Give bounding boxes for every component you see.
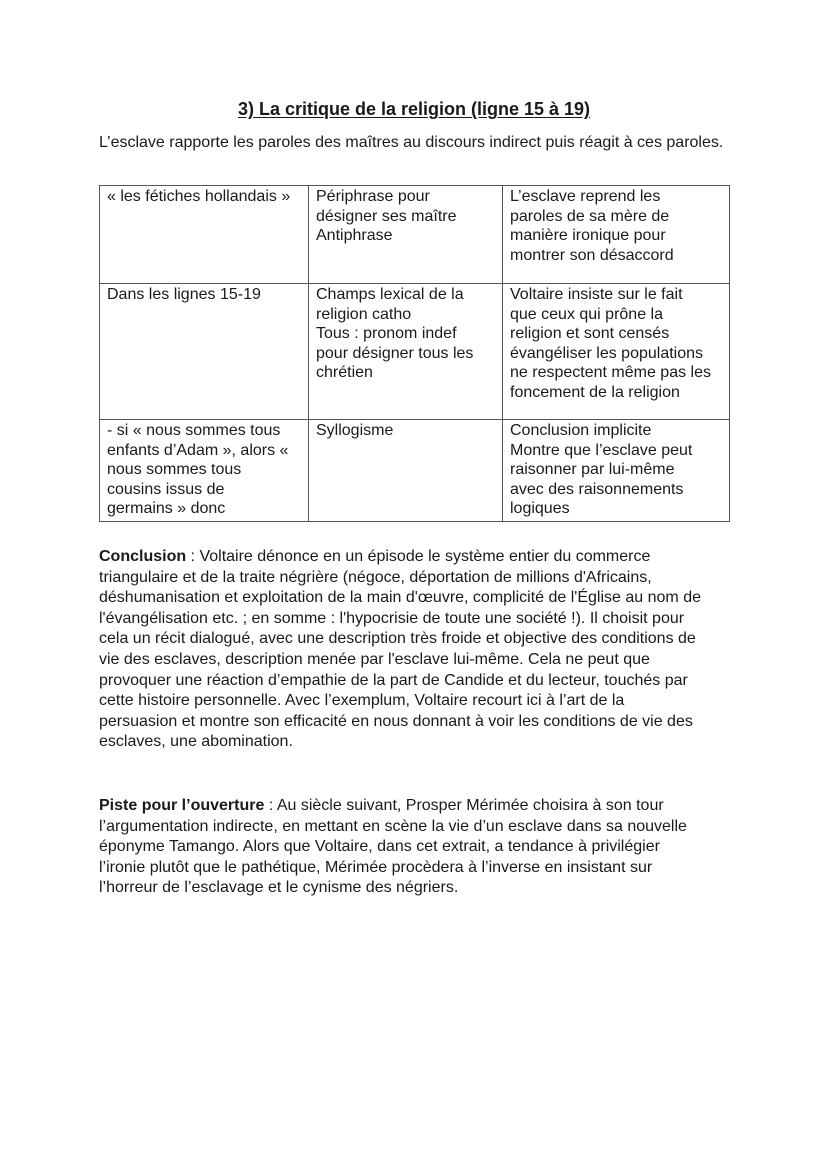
paragraph-line: cela un récit dialogué, avec une description très froide et objective des conditions de [99, 630, 696, 648]
paragraph-line: l'évangélisation etc. ; en somme : l'hypocrisie de toute une société !). Il choisit pour [99, 609, 685, 627]
cell-line: désigner ses maître [316, 207, 457, 225]
intro-paragraph: L’esclave rapporte les paroles des maîtres au discours indirect puis réagit à ces paroles. [99, 134, 724, 151]
page-title: 3) La critique de la religion (ligne 15 à 19) [237, 99, 591, 119]
line-text: : Voltaire dénonce en un épisode le système entier du commerce [186, 548, 651, 565]
cell-line: logiques [510, 500, 570, 517]
cell-line: cousins issus de [107, 480, 225, 498]
table-row [100, 284, 730, 420]
paragraph-line [99, 796, 735, 817]
cell-line: religion et sont censés [510, 325, 670, 342]
interpretation-cell [503, 284, 730, 420]
cell-line: avec des raisonnements [510, 480, 684, 498]
cell-line: Syllogisme [316, 422, 394, 439]
paragraph-line: triangulaire et de la traite négrière (négoce, déportation de millions d'Africains, [99, 568, 652, 586]
conclusion-paragraph [99, 547, 735, 753]
cell-line: L’esclave reprend les [510, 188, 661, 205]
cell-line: religion catho [316, 305, 412, 323]
cell-line: montrer son désaccord [510, 246, 674, 264]
cell-line: raisonner par lui-même [510, 461, 675, 478]
paragraph-line: vie des esclaves, description menée par l'esclave lui-même. Cela ne peut que [99, 650, 650, 668]
quote-cell [100, 284, 309, 420]
cell-line: foncement de la religion [510, 383, 680, 401]
cell-line: évangéliser les populations [510, 344, 704, 362]
conclusion-label: Conclusion [99, 548, 187, 565]
cell-line: chrétien [316, 364, 373, 381]
paragraph-line: éponyme Tamango. Alors que Voltaire, dans cet extrait, a tendance à privilégier [99, 838, 660, 856]
interpretation-cell [503, 420, 730, 522]
cell-line: Champs lexical de la [316, 286, 464, 303]
paragraph-line: esclaves, une abomination. [99, 733, 293, 751]
cell-line: Conclusion implicite [510, 422, 652, 439]
paragraph-line: l’ironie plutôt que le pathétique, Mérimée procèdera à l’inverse en insistant sur [99, 858, 653, 876]
cell-line: - si « nous sommes tous [107, 422, 281, 439]
quote-cell [100, 420, 309, 522]
cell-line: « les fétiches hollandais » [107, 188, 291, 205]
line-text: : Au siècle suivant, Prosper Mérimée choisira à son tour [264, 797, 664, 814]
paragraph-line: l’horreur de l’esclavage et le cynisme des négriers. [99, 879, 459, 897]
paragraph-line: l’argumentation indirecte, en mettant en scène la vie d’un esclave dans sa nouvelle [99, 817, 687, 835]
cell-line: Montre que l’esclave peut [510, 441, 693, 459]
cell-line: Voltaire insiste sur le fait [510, 286, 683, 303]
cell-line: Tous : pronom indef [316, 325, 457, 342]
cell-line: enfants d’Adam », alors « [107, 441, 289, 459]
analysis-table [99, 185, 730, 522]
paragraph-line: déshumanisation et exploitation de la main d'œuvre, complicité de l'Église au nom de [99, 589, 701, 607]
procede-cell [309, 420, 503, 522]
cell-line: Antiphrase [316, 227, 393, 244]
paragraph-line: provoquer une réaction d’empathie de la part de Candide et du lecteur, touchés par [99, 671, 688, 689]
ouverture-label: Piste pour l’ouverture [99, 797, 265, 814]
cell-line: nous sommes tous [107, 461, 242, 478]
cell-line: pour désigner tous les [316, 344, 474, 362]
cell-line: que ceux qui prône la [510, 305, 663, 323]
table-row [100, 420, 730, 522]
ouverture-paragraph [99, 796, 735, 899]
cell-line: ne respectent même pas les [510, 364, 711, 381]
procede-cell [309, 284, 503, 420]
quote-cell [100, 186, 309, 284]
table-row [100, 186, 730, 284]
cell-line: Périphrase pour [316, 188, 430, 205]
procede-cell [309, 186, 503, 284]
paragraph-line: cette histoire personnelle. Avec l’exemplum, Voltaire recourt ici à l’art de la [99, 692, 625, 710]
cell-line: manière ironique pour [510, 227, 666, 244]
cell-line: germains » donc [107, 500, 226, 517]
paragraph-line [99, 547, 735, 568]
interpretation-cell [503, 186, 730, 284]
cell-line: paroles de sa mère de [510, 207, 670, 225]
cell-line: Dans les lignes 15-19 [107, 286, 261, 303]
paragraph-line: persuasion et montre son efficacité en nous donnant à voir les conditions de vie des [99, 712, 693, 730]
